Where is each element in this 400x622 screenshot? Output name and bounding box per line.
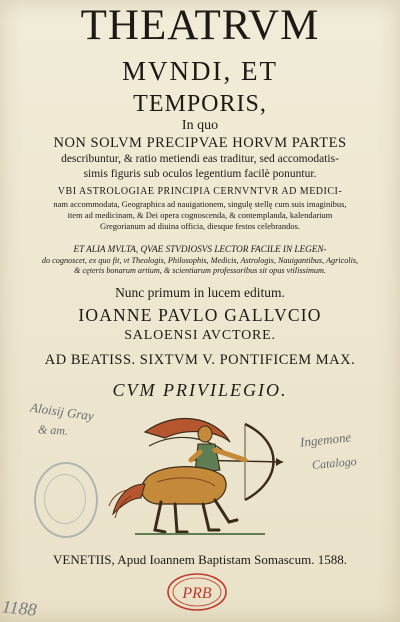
title-line-1: THEATRVM xyxy=(80,2,320,49)
nunc-primum-text: Nunc primum in lucem editum. xyxy=(115,285,285,300)
subtitle-line-1: NON SOLVM PRECIPVAE HORVM PARTES xyxy=(53,135,347,151)
title-line-3: TEMPORIS, xyxy=(133,91,267,117)
library-seal-icon xyxy=(166,572,228,612)
handwritten-note-right-2: Catalogo xyxy=(311,454,358,472)
privilege-line: CVM PRIVILEGIO. xyxy=(112,380,288,400)
subtitle-line-3: simis figuris sub oculos legentium facilè ponuntur. xyxy=(83,168,317,180)
in-quo-line: In quo xyxy=(181,118,219,133)
handwritten-signature-left-2: & am. xyxy=(37,422,69,438)
paragraph-2-line-3: item ad medicinam, & Dei opera cognoscenda, & contemplanda, kalendarium xyxy=(67,210,333,220)
handwritten-shelf-mark: 1188 xyxy=(1,596,38,620)
paragraph-3-line-3: & cęteris bonarum artium, & scientiarum professoribus sit opus vtilissimum. xyxy=(74,266,326,275)
paragraph-2-line-4: Gregorianum ad diuina officia, diesque festos celebrandos. xyxy=(100,221,300,231)
handwritten-signature-left-1: Aloisij Gray xyxy=(29,399,95,424)
paragraph-3-line-1: ET ALIA MVLTA, QVAE STVDIOSVS LECTOR FACILE IN LEGEN- xyxy=(73,244,327,254)
seal-letters: PRB xyxy=(182,585,212,602)
dedication-line: AD BEATISS. SIXTVM V. PONTIFICEM MAX. xyxy=(44,352,356,368)
author-line: IOANNE PAVLO GALLVCIO xyxy=(78,305,322,325)
sagittarius-centaur-icon xyxy=(105,402,295,542)
paragraph-3-line-2: do cognoscet, ex quo fit, vt Theologis, Philosophis, Medicis, Astrologis, Nauigantibus, Agricolis, xyxy=(41,256,359,265)
title-line-2: MVNDI, ET xyxy=(122,56,278,86)
nunc-primum-line xyxy=(0,285,400,301)
faded-library-stamp xyxy=(34,462,98,538)
paragraph-2-line-2: nam accommodata, Geographica ad nauigationem, singulę stellę cum suis imaginibus, xyxy=(53,199,347,209)
subtitle-line-2: describuntur, & ratio metiendi eas traditur, sed accomodatis- xyxy=(61,153,339,165)
paragraph-2-line-1: VBI ASTROLOGIAE PRINCIPIA CERNVNTVR AD MEDICI- xyxy=(57,186,343,197)
author-origin-line: SALOENSI AVCTORE. xyxy=(124,328,276,343)
handwritten-note-right-1: Ingemone xyxy=(299,429,352,450)
imprint-line: VENETIIS, Apud Ioannem Baptistam Somascum. 1588. xyxy=(53,552,347,567)
